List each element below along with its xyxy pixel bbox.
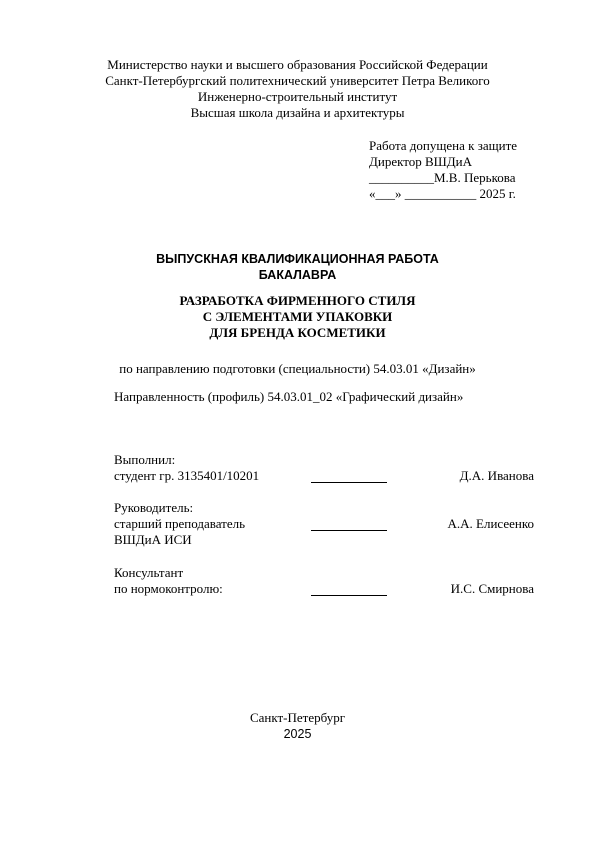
supervisor-role: Руководитель: [114, 500, 194, 515]
work-type-line1: ВЫПУСКНАЯ КВАЛИФИКАЦИОННАЯ РАБОТА [156, 252, 439, 266]
author-group: студент гр. 3135401/10201 [114, 468, 260, 483]
topic-line1: РАЗРАБОТКА ФИРМЕННОГО СТИЛЯ [179, 293, 416, 308]
supervisor-department: ВШДиА ИСИ [114, 532, 192, 547]
speciality-line: по направлению подготовки (специальности) 54.03.01 «Дизайн» [119, 361, 476, 376]
topic-line2: С ЭЛЕМЕНТАМИ УПАКОВКИ [202, 309, 393, 324]
consultant-scope: по нормоконтролю: [114, 581, 223, 596]
profile-line: Направленность (профиль) 54.03.01_02 «Графический дизайн» [114, 389, 464, 404]
supervisor-position: старший преподаватель [114, 516, 246, 531]
topic-line3: ДЛЯ БРЕНДА КОСМЕТИКИ [209, 325, 386, 340]
ministry-line: Министерство науки и высшего образования Российской Федерации [107, 57, 488, 72]
approval-date: «___» ___________ 2025 г. [369, 186, 516, 201]
author-role: Выполнил: [114, 452, 176, 467]
approval-admitted: Работа допущена к защите [369, 138, 518, 153]
footer-city: Санкт-Петербург [249, 710, 346, 725]
university-line: Санкт-Петербургский политехнический университет Петра Великого [105, 73, 490, 88]
supervisor-name: А.А. Елисеенко [447, 516, 534, 531]
footer-year: 2025 [283, 727, 312, 741]
supervisor-signature-line [311, 530, 387, 531]
author-signature-line [311, 482, 387, 483]
work-type-line2: БАКАЛАВРА [258, 268, 337, 282]
author-name: Д.А. Иванова [459, 468, 534, 483]
approval-signature: __________М.В. Перькова [369, 170, 516, 185]
approval-director: Директор ВШДиА [369, 154, 472, 169]
consultant-signature-line [311, 595, 387, 596]
school-line: Высшая школа дизайна и архитектуры [190, 105, 405, 120]
consultant-name: И.С. Смирнова [450, 581, 534, 596]
consultant-role: Консультант [114, 565, 184, 580]
institute-line: Инженерно-строительный институт [197, 89, 398, 104]
